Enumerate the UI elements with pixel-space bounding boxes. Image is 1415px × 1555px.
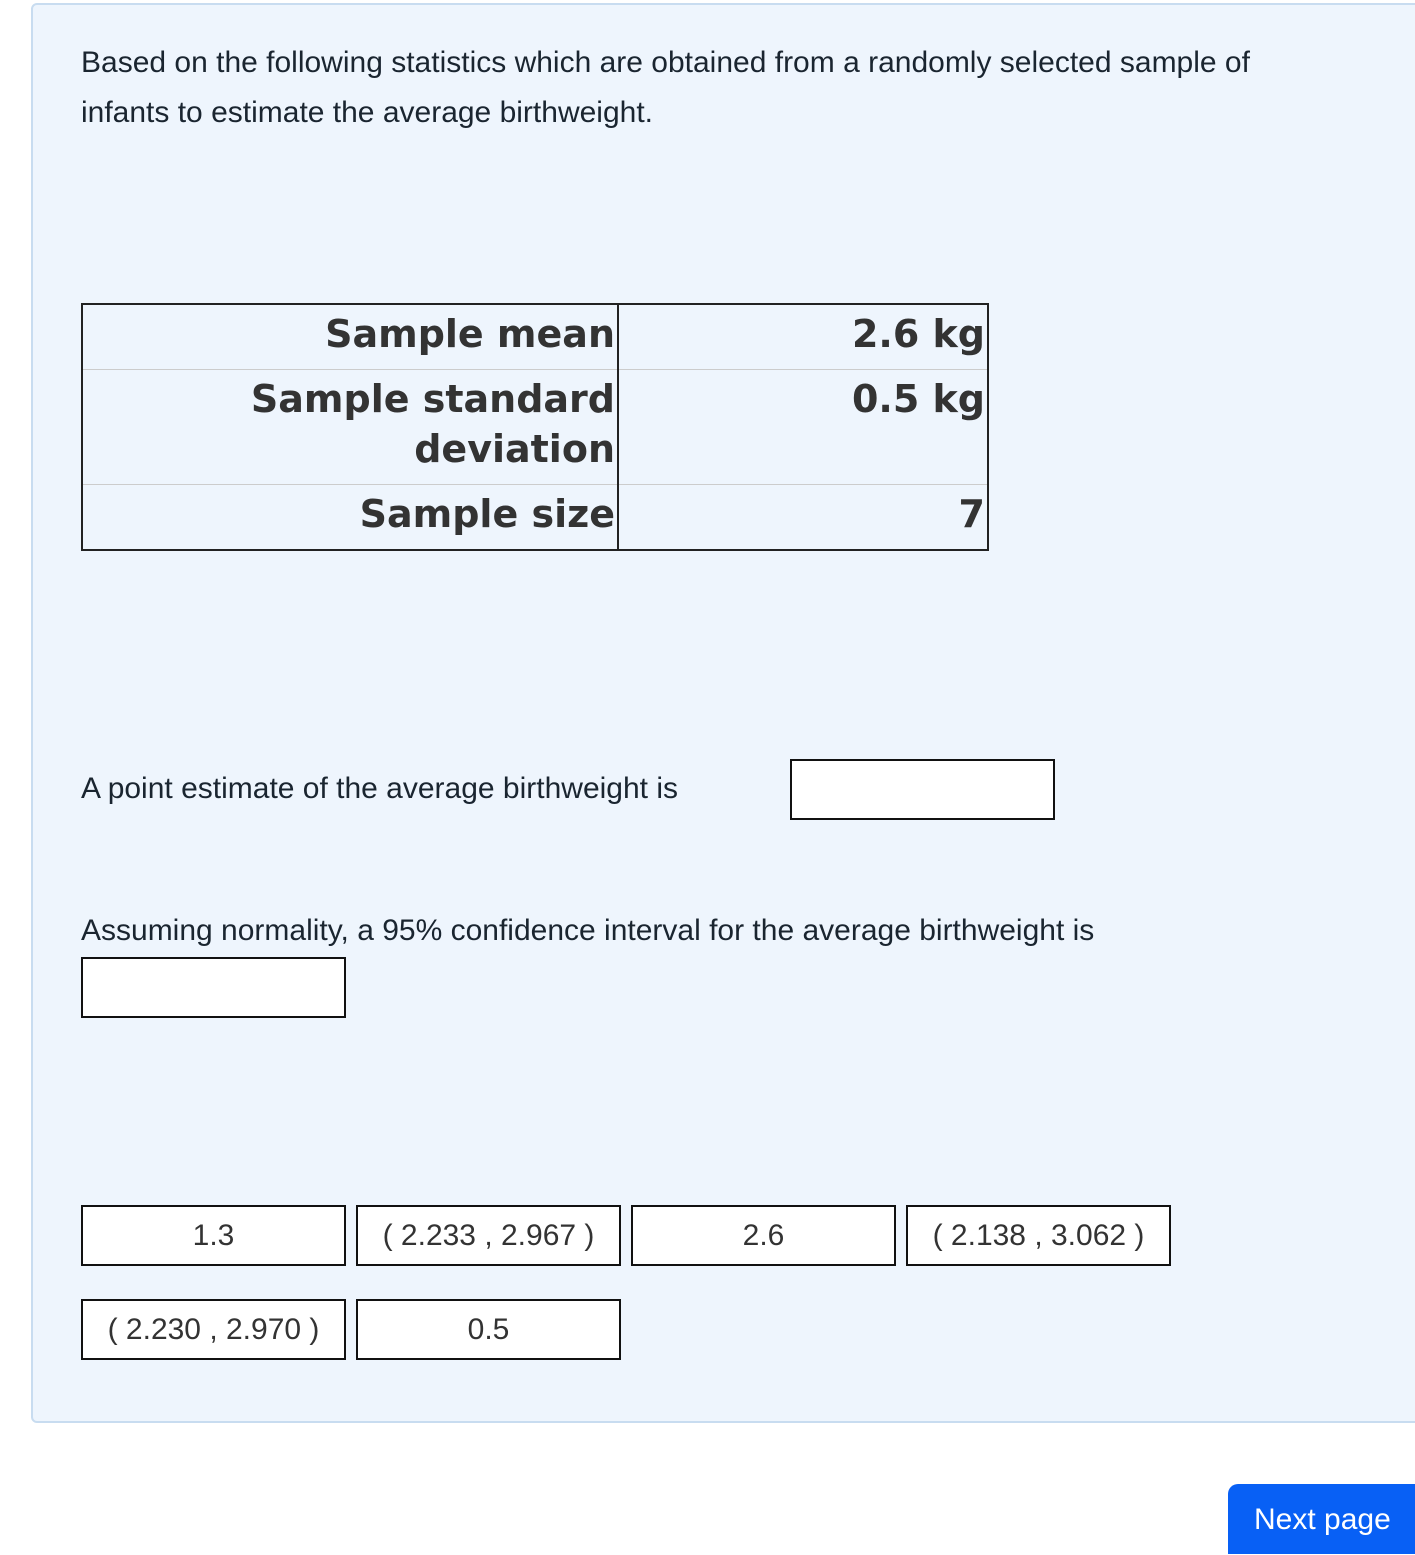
stat-value: 0.5 kg [618, 370, 988, 485]
stat-label: Sample standard deviation [82, 370, 618, 485]
answer-choice[interactable]: 1.3 [81, 1205, 346, 1266]
table-row [82, 485, 988, 551]
answer-choice[interactable]: ( 2.230 , 2.970 ) [81, 1299, 346, 1360]
answer-choice[interactable]: ( 2.233 , 2.967 ) [356, 1205, 621, 1266]
stat-value: 7 [958, 492, 985, 536]
confidence-interval-prompt: Assuming normality, a 95% confidence interval for the average birthweight is [81, 914, 1095, 947]
confidence-interval-drop-zone[interactable] [81, 957, 346, 1018]
answer-choice[interactable]: 2.6 [631, 1205, 896, 1266]
table-row [82, 370, 988, 485]
next-page-button[interactable]: Next page [1228, 1484, 1415, 1554]
stat-value: 2.6 kg [618, 304, 988, 370]
statistics-table [81, 303, 989, 551]
question-intro: Based on the following statistics which are obtained from a randomly selected sample of infants to estimate the average birthweight. [81, 46, 1250, 129]
answer-choice[interactable]: ( 2.138 , 3.062 ) [906, 1205, 1171, 1266]
answer-choice[interactable]: 0.5 [356, 1299, 621, 1360]
stat-label: Sample size [82, 485, 618, 551]
stat-label: Sample mean [82, 304, 618, 370]
table-row [82, 304, 988, 370]
point-estimate-prompt: A point estimate of the average birthweight is [81, 772, 679, 805]
point-estimate-drop-zone[interactable] [790, 759, 1055, 820]
